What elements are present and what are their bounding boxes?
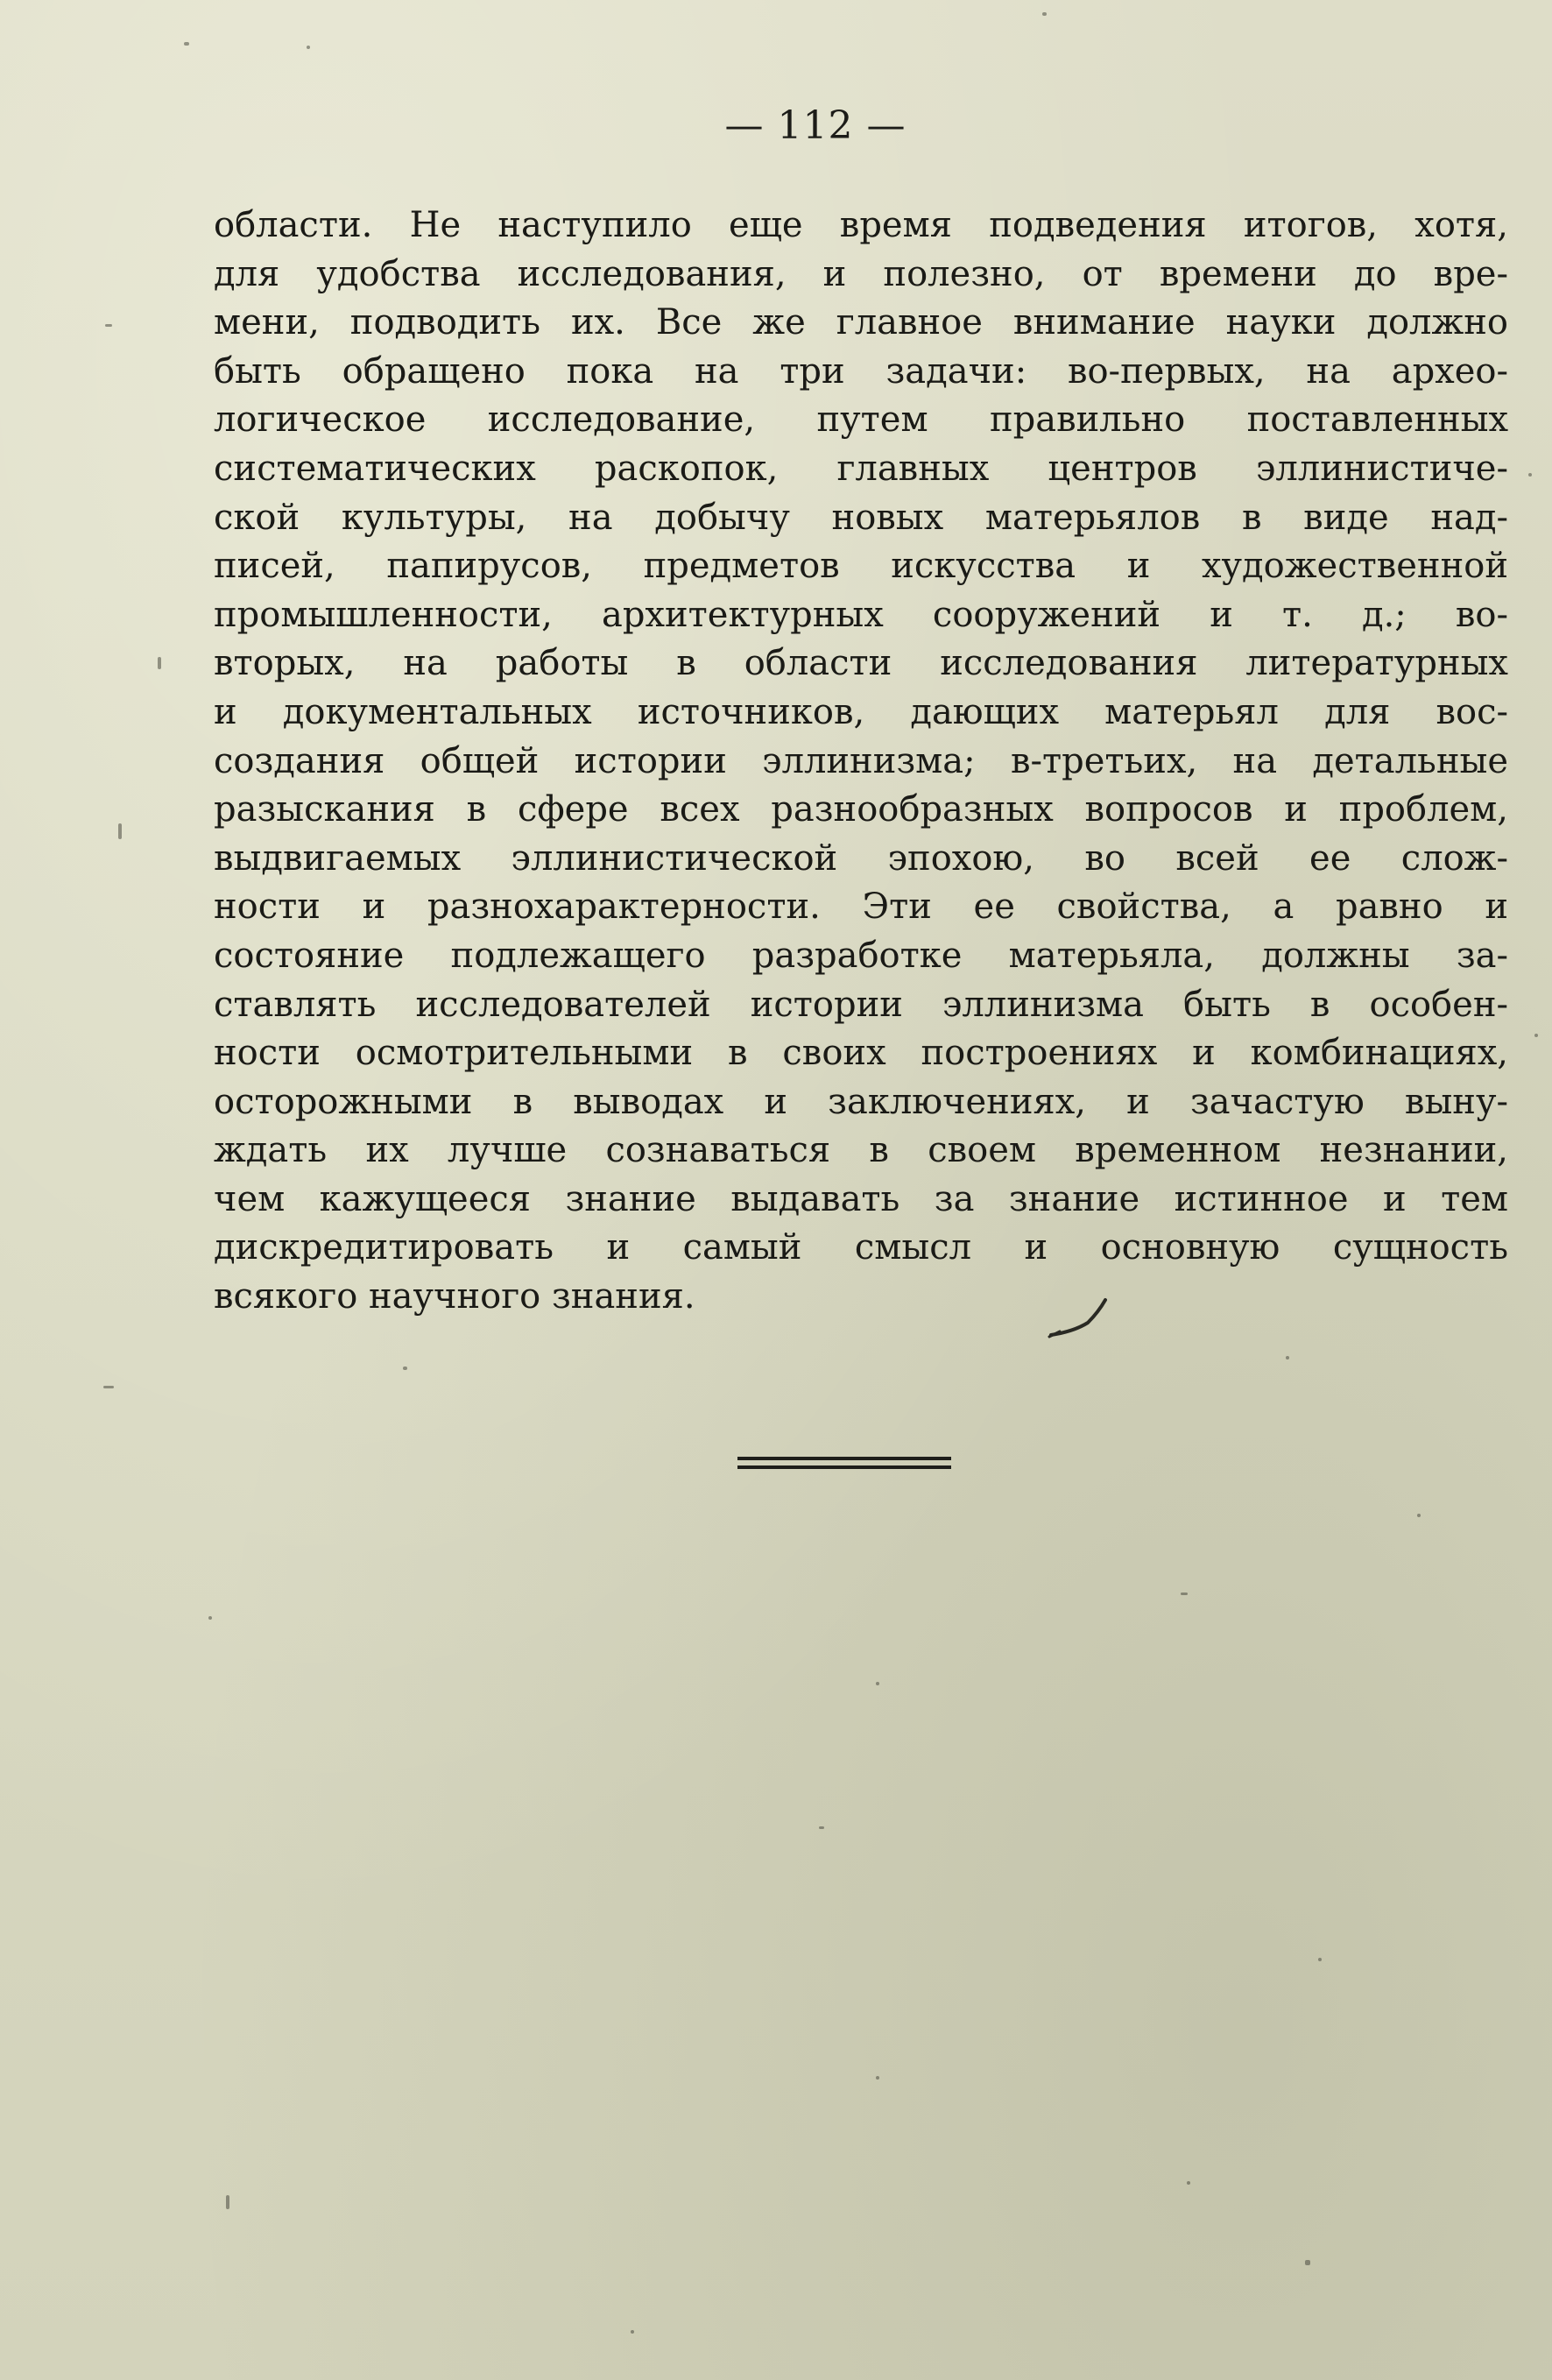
speck bbox=[1042, 12, 1047, 16]
page-number: — 112 — bbox=[724, 103, 907, 148]
speck bbox=[158, 657, 161, 669]
divider-rule-bottom bbox=[737, 1465, 951, 1469]
text-line: ставлять исследователей истории эллинизма быть в особен- bbox=[214, 984, 1508, 1025]
speck bbox=[1305, 2260, 1310, 2265]
speck bbox=[1181, 1593, 1188, 1595]
text-line: для удобства исследования, и полезно, от времени до вре- bbox=[214, 253, 1508, 294]
section-divider bbox=[737, 1457, 951, 1471]
text-line: разыскания в сфере всех разнообразных вопросов и проблем, bbox=[214, 789, 1508, 830]
speck bbox=[819, 1826, 824, 1829]
speck bbox=[1534, 1034, 1538, 1037]
text-line: систематических раскопок, главных центров эллинистиче- bbox=[214, 448, 1508, 489]
text-line: осторожными в выводах и заключениях, и зачастую выну- bbox=[214, 1081, 1508, 1122]
speck bbox=[226, 2195, 229, 2209]
text-line: промышленности, архитектурных сооружений и т. д.; во- bbox=[214, 594, 1508, 635]
text-line: и документальных источников, дающих матерьял для вос- bbox=[214, 691, 1508, 732]
text-line: вторых, на работы в области исследования литературных bbox=[214, 643, 1508, 684]
speck bbox=[307, 46, 310, 49]
speck bbox=[1318, 1958, 1322, 1961]
text-line: состояние подлежащего разработке матерьяла, должны за- bbox=[214, 935, 1508, 976]
speck bbox=[1417, 1514, 1421, 1517]
text-line: области. Не наступило еще время подведения итогов, хотя, bbox=[214, 205, 1508, 245]
text-line: ности и разнохарактерности. Эти ее свойства, а равно и bbox=[214, 886, 1508, 928]
speck bbox=[1286, 1356, 1289, 1359]
speck bbox=[103, 1386, 114, 1388]
pencil-mark bbox=[1048, 1296, 1109, 1340]
speck bbox=[105, 324, 112, 327]
body-text bbox=[214, 201, 1508, 1322]
speck bbox=[403, 1367, 407, 1370]
text-line: логическое исследование, путем правильно поставленных bbox=[214, 399, 1508, 441]
text-line: ждать их лучше сознаваться в своем временном незнании, bbox=[214, 1130, 1508, 1171]
text-line: дискредитировать и самый смысл и основную сущность bbox=[214, 1227, 1508, 1268]
divider-rule-top bbox=[737, 1457, 951, 1460]
speck bbox=[208, 1616, 212, 1620]
text-line-last: всякого научного знания. bbox=[214, 1276, 695, 1317]
speck bbox=[1528, 473, 1532, 477]
speck bbox=[876, 2076, 879, 2080]
speck bbox=[876, 1682, 879, 1685]
speck bbox=[631, 2330, 634, 2334]
text-line: создания общей истории эллинизма; в-третьих, на детальные bbox=[214, 740, 1508, 781]
text-line: выдвигаемых эллинистической эпохою, во всей ее слож- bbox=[214, 837, 1508, 879]
speck bbox=[1187, 2181, 1190, 2185]
text-line: писей, папирусов, предметов искусства и художественной bbox=[214, 546, 1508, 587]
text-line: быть обращено пока на три задачи: во-первых, на архео- bbox=[214, 350, 1508, 392]
text-line: ности осмотрительными в своих построениях и комбинациях, bbox=[214, 1033, 1508, 1074]
speck bbox=[118, 823, 122, 839]
text-line: мени, подводить их. Все же главное внимание науки должно bbox=[214, 302, 1508, 343]
text-line: ской культуры, на добычу новых матерьялов в виде над- bbox=[214, 497, 1508, 538]
speck bbox=[184, 42, 189, 46]
text-line: чем кажущееся знание выдавать за знание истинное и тем bbox=[214, 1178, 1508, 1219]
